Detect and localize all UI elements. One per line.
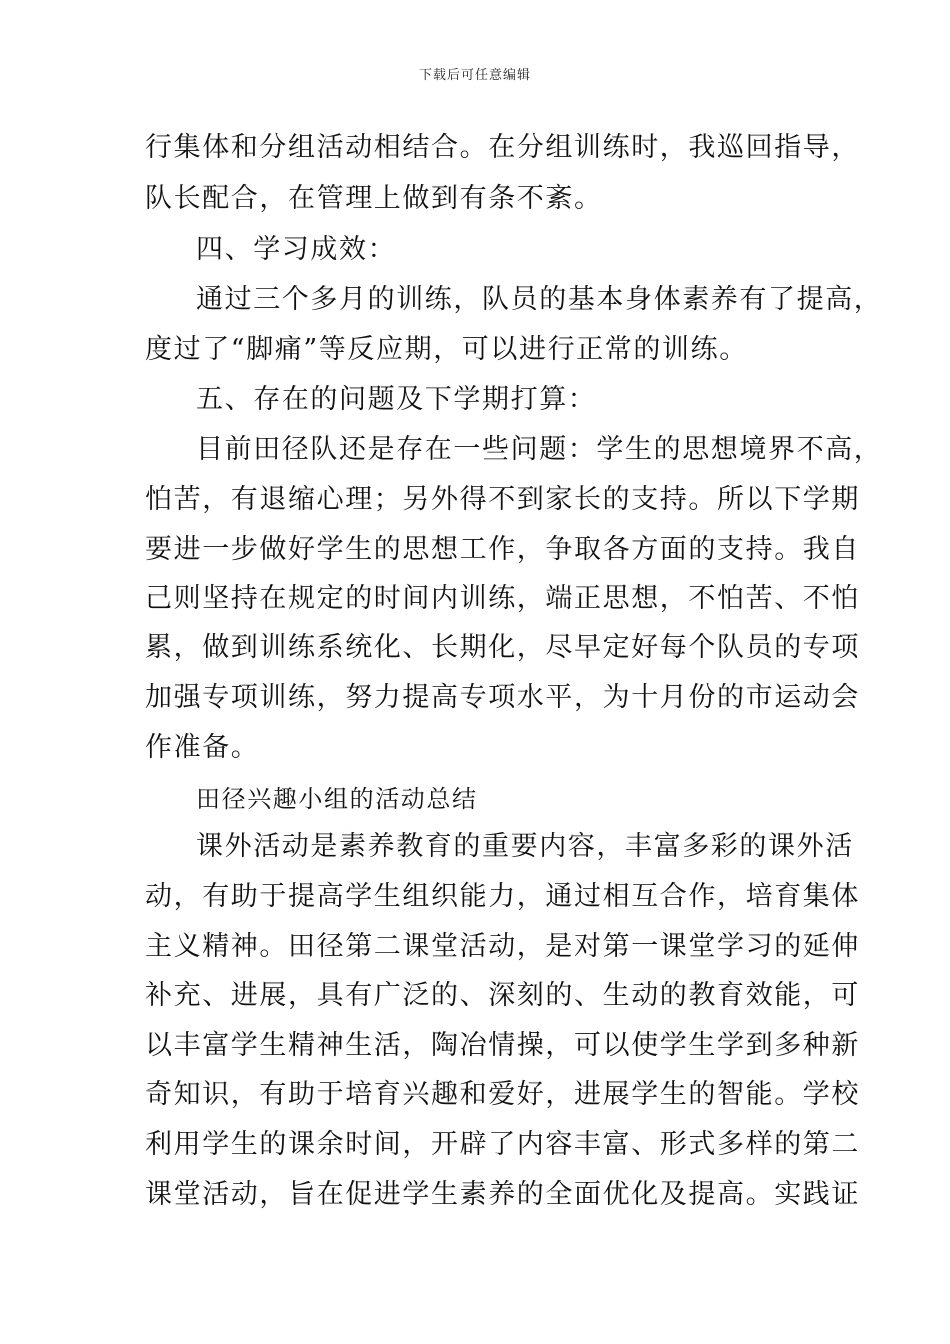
text-line: 加强专项训练，努力提高专项水平，为十月份的市运动会 — [145, 682, 860, 713]
text-line: 目前田径队还是存在一些问题：学生的思想境界不高， — [196, 434, 883, 465]
text-line: 主义精神。田径第二课堂活动，是对第一课堂学习的延伸 — [145, 931, 860, 962]
text-line: 要进一步做好学生的思想工作，争取各方面的支持。我自 — [145, 534, 860, 565]
text-line: 利用学生的课余时间，开辟了内容丰富、形式多样的第二 — [145, 1129, 860, 1160]
text-line: 课外活动是素养教育的重要内容，丰富多彩的课外活 — [196, 831, 854, 862]
article-title: 田径兴趣小组的活动总结 — [196, 785, 478, 813]
text-line: 课堂活动，旨在促进学生素养的全面优化及提高。实践证 — [145, 1179, 860, 1210]
text-line: 队长配合，在管理上做到有条不紊。 — [145, 183, 603, 214]
text-line: 行集体和分组活动相结合。在分组训练时，我巡回指导， — [145, 132, 860, 163]
text-line: 奇知识，有助于培育兴趣和爱好，进展学生的智能。学校 — [145, 1079, 860, 1110]
section-heading: 四、学习成效： — [196, 234, 397, 265]
text-line: 作准备。 — [145, 732, 260, 763]
text-line: 动，有助于提高学生组织能力，通过相互合作，培育集体 — [145, 881, 860, 912]
text-line: 补充、进展，具有广泛的、深刻的、生动的教育效能，可 — [145, 980, 860, 1011]
text-line: 度过了“脚痛”等反应期，可以进行正常的训练。 — [145, 334, 748, 365]
text-line: 怕苦，有退缩心理；另外得不到家长的支持。所以下学期 — [145, 484, 860, 515]
text-line: 己则坚持在规定的时间内训练，端正思想，不怕苦、不怕 — [145, 583, 860, 614]
text-line: 通过三个多月的训练，队员的基本身体素养有了提高， — [196, 284, 883, 315]
text-line: 累，做到训练系统化、长期化，尽早定好每个队员的专项 — [145, 632, 860, 663]
page-header: 下载后可任意编辑 — [418, 68, 531, 83]
section-heading: 五、存在的问题及下学期打算： — [196, 384, 597, 415]
text-line: 以丰富学生精神生活，陶冶情操，可以使学生学到多种新 — [145, 1030, 860, 1061]
